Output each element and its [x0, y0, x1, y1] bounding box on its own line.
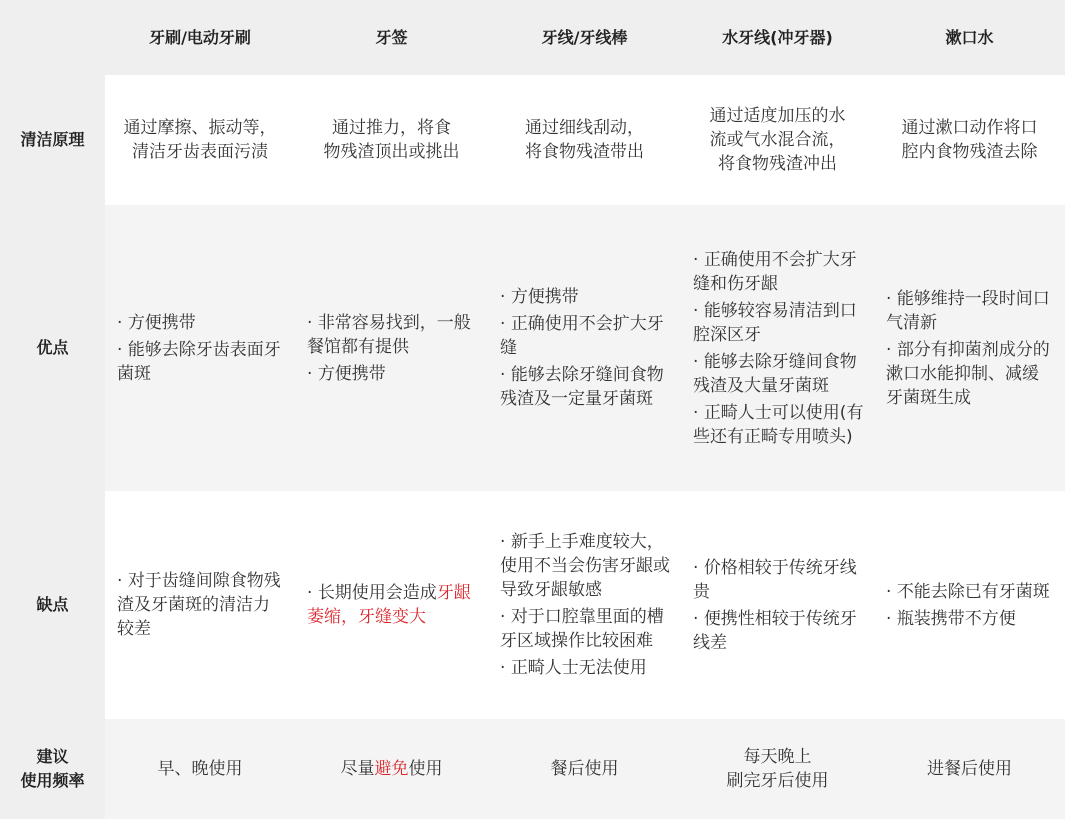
- list-item: · 正畸人士可以使用(有些还有正畸专用喷头): [693, 401, 864, 449]
- list-item: · 方便携带: [307, 362, 478, 386]
- advantages-toothpick: [295, 205, 488, 491]
- list-item: · 价格相较于传统牙线贵: [693, 556, 864, 604]
- column-header-water-flosser: 水牙线(冲牙器): [681, 0, 874, 75]
- frequency-suffix: 使用: [408, 759, 443, 779]
- list-item: · 正畸人士无法使用: [500, 656, 671, 680]
- list-item: · 不能去除已有牙菌斑: [886, 580, 1050, 604]
- advantages-water-flosser: [681, 205, 874, 491]
- frequency-mouthwash: 进餐后使用: [874, 719, 1065, 819]
- column-header-toothbrush: 牙刷/电动牙刷: [105, 0, 295, 75]
- frequency-prefix: 尽量: [340, 759, 375, 779]
- list-item: · 能够较容易清洁到口腔深区牙: [693, 299, 864, 347]
- principle-toothpick: 通过推力，将食 物残渣顶出或挑出: [295, 75, 488, 205]
- disadvantages-floss: [488, 491, 681, 719]
- list-item: · 新手上手难度较大，使用不当会伤害牙龈或导致牙龈敏感: [500, 530, 671, 602]
- list-item: · 对于口腔靠里面的槽牙区域操作比较困难: [500, 605, 671, 653]
- principle-toothbrush: 通过摩擦、振动等， 清洁牙齿表面污渍: [105, 75, 295, 205]
- frequency-water-flosser: 每天晚上 刷完牙后使用: [681, 719, 874, 819]
- column-header-toothpick: 牙签: [295, 0, 488, 75]
- list-item: · 正确使用不会扩大牙缝和伤牙龈: [693, 248, 864, 296]
- list-item: · 非常容易找到，一般餐馆都有提供: [307, 311, 478, 359]
- list-item: · 对于齿缝间隙食物残渣及牙菌斑的清洁力较差: [117, 569, 285, 641]
- principle-mouthwash: 通过漱口动作将口 腔内食物残渣去除: [874, 75, 1065, 205]
- row-header-disadvantages: 缺点: [0, 491, 105, 719]
- frequency-toothpick: [295, 719, 488, 819]
- warning-highlight: 牙龈萎缩，牙缝变大: [307, 583, 471, 627]
- frequency-toothbrush: 早、晚使用: [105, 719, 295, 819]
- list-item: · 能够去除牙齿表面牙菌斑: [117, 338, 285, 386]
- list-item: · 能够维持一段时间口气清新: [886, 287, 1055, 335]
- frequency-floss: 餐后使用: [488, 719, 681, 819]
- principle-floss: 通过细线刮动， 将食物残渣带出: [488, 75, 681, 205]
- column-header-floss: 牙线/牙线棒: [488, 0, 681, 75]
- row-header-principle: 清洁原理: [0, 75, 105, 205]
- disadvantages-toothpick: [295, 491, 488, 719]
- disadvantages-toothbrush: [105, 491, 295, 719]
- column-header-mouthwash: 漱口水: [874, 0, 1065, 75]
- disadvantages-water-flosser: [681, 491, 874, 719]
- list-item: · 能够去除牙缝间食物残渣及大量牙菌斑: [693, 350, 864, 398]
- row-header-advantages: 优点: [0, 205, 105, 491]
- frequency-highlight: 避免: [374, 759, 409, 779]
- advantages-toothbrush: [105, 205, 295, 491]
- row-header-frequency: 建议 使用频率: [0, 719, 105, 819]
- list-item: · 方便携带: [117, 311, 285, 335]
- warning-text: 长期使用会造成: [317, 583, 437, 603]
- disadvantages-mouthwash: [874, 491, 1065, 719]
- list-item: · 便携性相较于传统牙线差: [693, 607, 864, 655]
- list-item: · 部分有抑菌剂成分的漱口水能抑制、减缓牙菌斑生成: [886, 338, 1055, 410]
- principle-water-flosser: 通过适度加压的水 流或气水混合流， 将食物残渣冲出: [681, 75, 874, 205]
- list-item: · 瓶装携带不方便: [886, 607, 1050, 631]
- advantages-floss: [488, 205, 681, 491]
- list-item: · 方便携带: [500, 285, 671, 309]
- list-item: · 正确使用不会扩大牙缝: [500, 312, 671, 360]
- list-item: · 能够去除牙缝间食物残渣及一定量牙菌斑: [500, 363, 671, 411]
- list-item: [307, 581, 478, 629]
- advantages-mouthwash: [874, 205, 1065, 491]
- table-corner: [0, 0, 105, 75]
